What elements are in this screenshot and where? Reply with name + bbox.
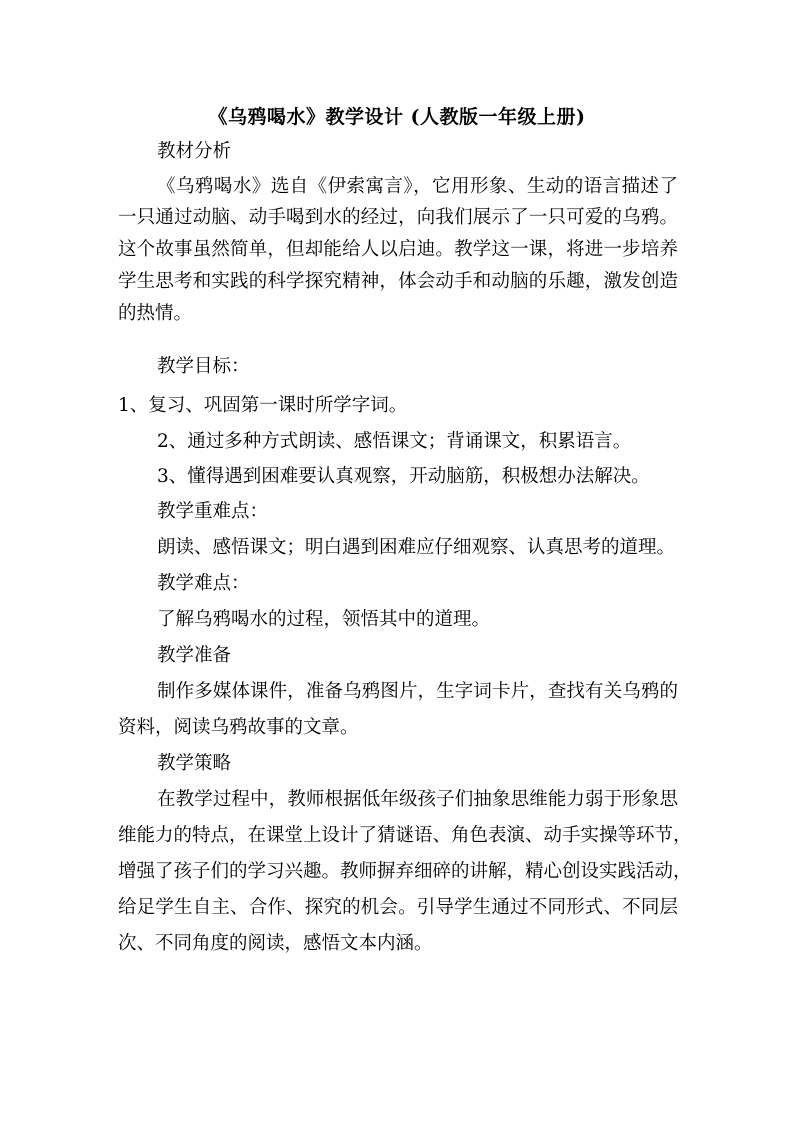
analysis-line-5: 的热情。: [118, 303, 193, 324]
analysis-line-4: 学生思考和实践的科学探究精神，体会动手和动脑的乐趣，激发创造: [118, 271, 678, 292]
preparation-line-2: 资料，阅读乌鸦故事的文章。: [118, 717, 359, 738]
difficult-points-text: 了解乌鸦喝水的过程，领悟其中的道理。: [157, 609, 491, 630]
strategy-line-1: 在教学过程中，教师根据低年级孩子们抽象思维能力弱于形象思: [157, 789, 678, 810]
heading-preparation: 教学准备: [157, 645, 232, 666]
key-points-text: 朗读、感悟课文；明白遇到困难应仔细观察、认真思考的道理。: [157, 537, 676, 558]
strategy-line-4: 给足学生自主、合作、探究的机会。引导学生通过不同形式、不同层: [118, 897, 678, 918]
heading-goals: 教学目标：: [157, 356, 250, 377]
analysis-line-1: 《乌鸦喝水》选自《伊索寓言》，它用形象、生动的语言描述了: [157, 176, 678, 197]
goal-item-2: 2、通过多种方式朗读、感悟课文；背诵课文，积累语言。: [157, 431, 632, 452]
heading-key-points: 教学重难点：: [157, 501, 269, 522]
heading-strategy: 教学策略: [157, 753, 232, 774]
analysis-line-2: 一只通过动脑、动手喝到水的经过，向我们展示了一只可爱的乌鸦。: [118, 207, 678, 228]
goal-item-1: 1、复习、巩固第一课时所学字词。: [118, 395, 408, 416]
heading-analysis: 教材分析: [157, 141, 232, 162]
strategy-line-5: 次、不同角度的阅读，感悟文本内涵。: [118, 933, 433, 954]
document-title: 《乌鸦喝水》教学设计 (人教版一年级上册): [208, 106, 586, 128]
strategy-line-2: 维能力的特点，在课堂上设计了猜谜语、角色表演、动手实操等环节，: [118, 825, 692, 846]
goal-item-3: 3、懂得遇到困难要认真观察，开动脑筋，积极想办法解决。: [157, 466, 650, 487]
heading-difficult-points: 教学难点：: [157, 573, 250, 594]
strategy-line-3: 增强了孩子们的学习兴趣。教师摒弃细碎的讲解，精心创设实践活动，: [118, 861, 692, 882]
preparation-line-1: 制作多媒体课件，准备乌鸦图片，生字词卡片，查找有关乌鸦的: [157, 681, 678, 702]
analysis-line-3: 这个故事虽然简单，但却能给人以启迪。教学这一课，将进一步培养: [118, 239, 678, 260]
